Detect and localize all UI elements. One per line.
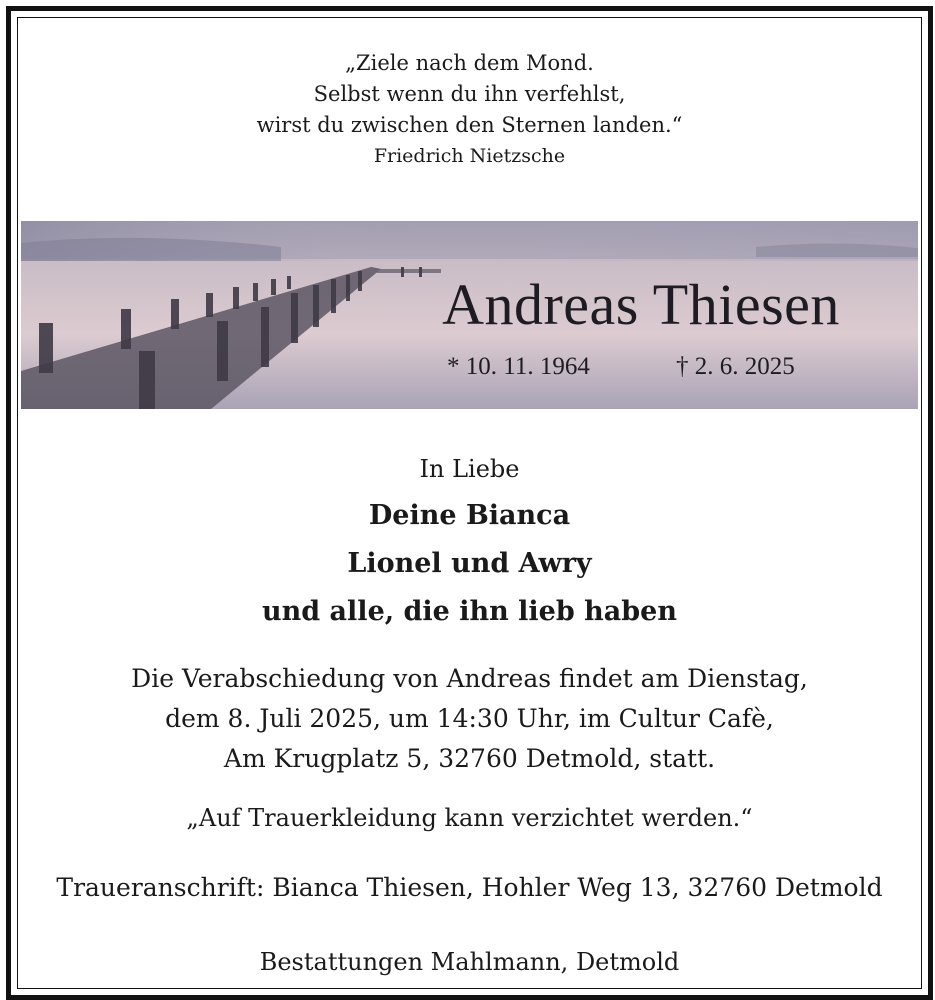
dress-code-note: „Auf Trauerkleidung kann verzichtet werden.“ xyxy=(186,804,753,832)
quote-line-3: wirst du zwischen den Sternen landen.“ xyxy=(256,113,683,137)
obituary-inner-border xyxy=(17,17,922,989)
quote-line-2: Selbst wenn du ihn verfehlst, xyxy=(313,82,626,106)
epigraph-quote xyxy=(18,48,921,172)
service-line-3: Am Krugplatz 5, 32760 Detmold, statt. xyxy=(223,744,716,773)
quote-line-1: „Ziele nach dem Mond. xyxy=(345,51,594,75)
service-details xyxy=(18,659,921,779)
birth-date: * 10. 11. 1964 xyxy=(447,353,590,380)
service-line-1: Die Verabschiedung von Andreas findet am Dienstag, xyxy=(131,664,808,693)
quote-author: Friedrich Nietzsche xyxy=(373,145,566,167)
mourner-line-3: und alle, die ihn lieb haben xyxy=(262,596,677,627)
pier-banner xyxy=(21,221,918,409)
service-line-2: dem 8. Juli 2025, um 14:30 Uhr, im Cultur Cafè, xyxy=(165,704,774,733)
deceased-name: Andreas Thiesen xyxy=(442,272,840,337)
obituary-frame xyxy=(6,6,933,1000)
mourners-intro: In Liebe xyxy=(419,455,520,483)
undertaker-name: Bestattungen Mahlmann, Detmold xyxy=(259,948,680,976)
mourner-line-2: Lionel und Awry xyxy=(347,548,592,579)
death-date: † 2. 6. 2025 xyxy=(676,353,795,380)
mourners-list xyxy=(18,492,921,636)
condolence-address: Traueranschrift: Bianca Thiesen, Hohler Weg 13, 32760 Detmold xyxy=(56,873,883,902)
mourner-line-1: Deine Bianca xyxy=(368,500,571,531)
